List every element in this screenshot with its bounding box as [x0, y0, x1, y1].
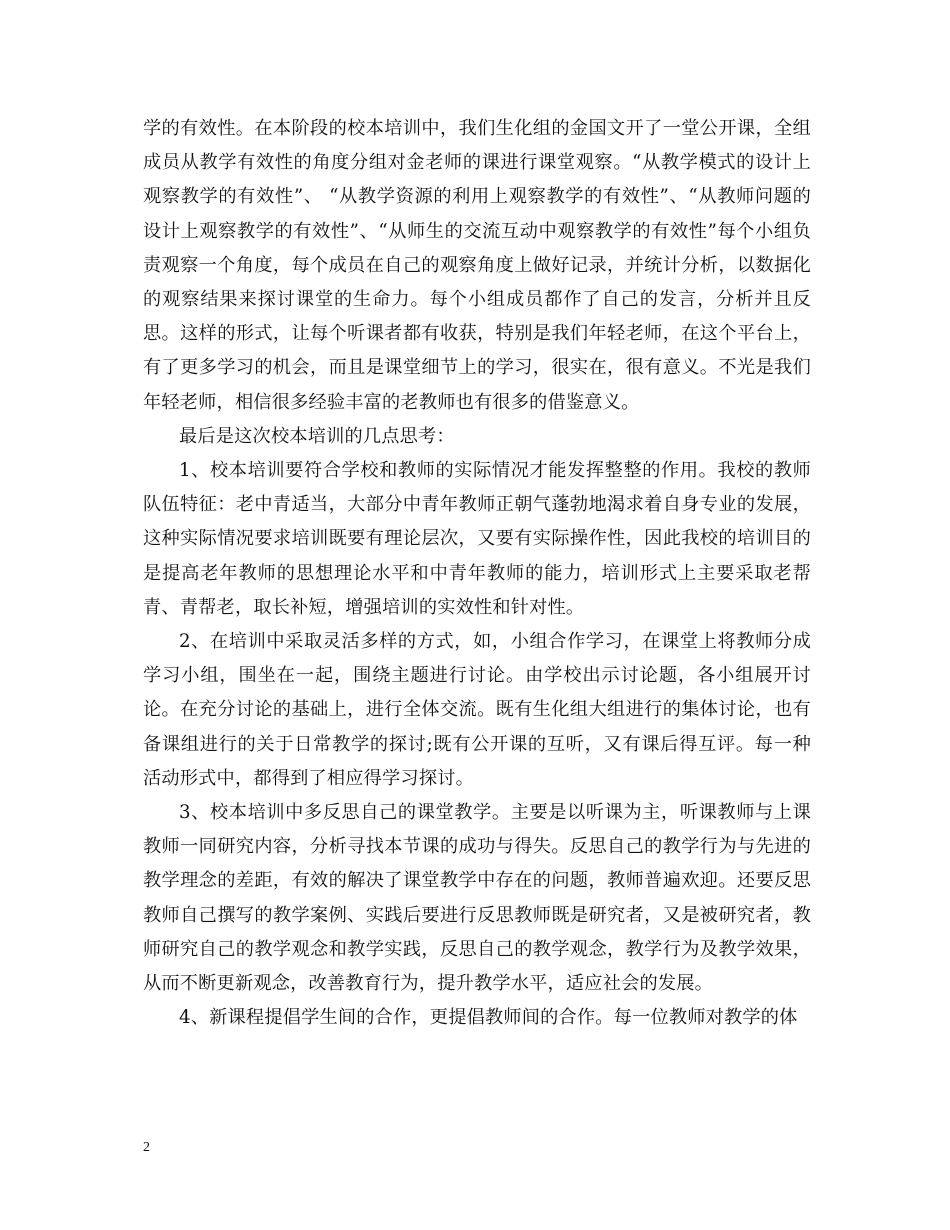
paragraph-reflection-intro: 最后是这次校本培训的几点思考：: [179, 425, 455, 447]
paragraph-point-1: 1、校本培训要符合学校和教师的实际情况才能发挥整整的作用。我校的教师队伍特征：老中青适当，大部分中青年教师正朝气蓬勃地渴求着自身专业的发展，这种实际情况要求培训既要有理论层次，又要有实际操作性，因此我校的培训目的是提高老年教师的思想理论水平和中青年教师的能力，培训形式上主要采取老帮青、青帮老，取长补短，增强培训的实效性和针对性。: [143, 460, 811, 618]
page-number: 2: [143, 1140, 150, 1155]
paragraph-point-2: 2、在培训中采取灵活多样的方式，如，小组合作学习，在课堂上将教师分成学习小组，围坐在一起，围绕主题进行讨论。由学校出示讨论题，各小组展开讨论。在充分讨论的基础上，进行全体交流。既有生化组大组进行的集体讨论，也有备课组进行的关于日常教学的探讨;既有公开课的互听，又有课后得互评。每一种活动形式中，都得到了相应得学习探讨。: [143, 631, 811, 789]
paragraph-continued-effectiveness: 学的有效性。在本阶段的校本培训中，我们生化组的金国文开了一堂公开课，全组成员从教学有效性的角度分组对金老师的课进行课堂观察。“从教学模式的设计上观察教学的有效性”、 “从教学资源的利用上观察教学的有效性”、“从教师问题的设计上观察教学的有效性”、“从师生的交流互动中观察教学的有效性”每个小组负责观察一个角度，每个成员在自己的观察角度上做好记录，并统计分析，以数据化的观察结果来探讨课堂的生命力。每个小组成员都作了自己的发言，分析并且反思。这样的形式，让每个听课者都有收获，特别是我们年轻老师，在这个平台上，有了更多学习的机会，而且是课堂细节上的学习，很实在，很有意义。不光是我们年轻老师，相信很多经验丰富的老教师也有很多的借鉴意义。: [143, 118, 811, 413]
document-body: [143, 112, 811, 1035]
paragraph-point-3: 3、校本培训中多反思自己的课堂教学。主要是以听课为主，听课教师与上课教师一同研究内容，分析寻找本节课的成功与得失。反思自己的教学行为与先进的教学理念的差距，有效的解决了课堂教学中存在的问题，教师普遍欢迎。还要反思教师自己撰写的教学案例、实践后要进行反思教师既是研究者，又是被研究者，教师研究自己的教学观念和教学实践，反思自己的教学观念，教学行为及教学效果，从而不断更新观念，改善教育行为，提升教学水平，适应社会的发展。: [143, 802, 811, 995]
paragraph-point-4: 4、新课程提倡学生间的合作，更提倡教师间的合作。每一位教师对教学的体: [179, 1007, 798, 1029]
